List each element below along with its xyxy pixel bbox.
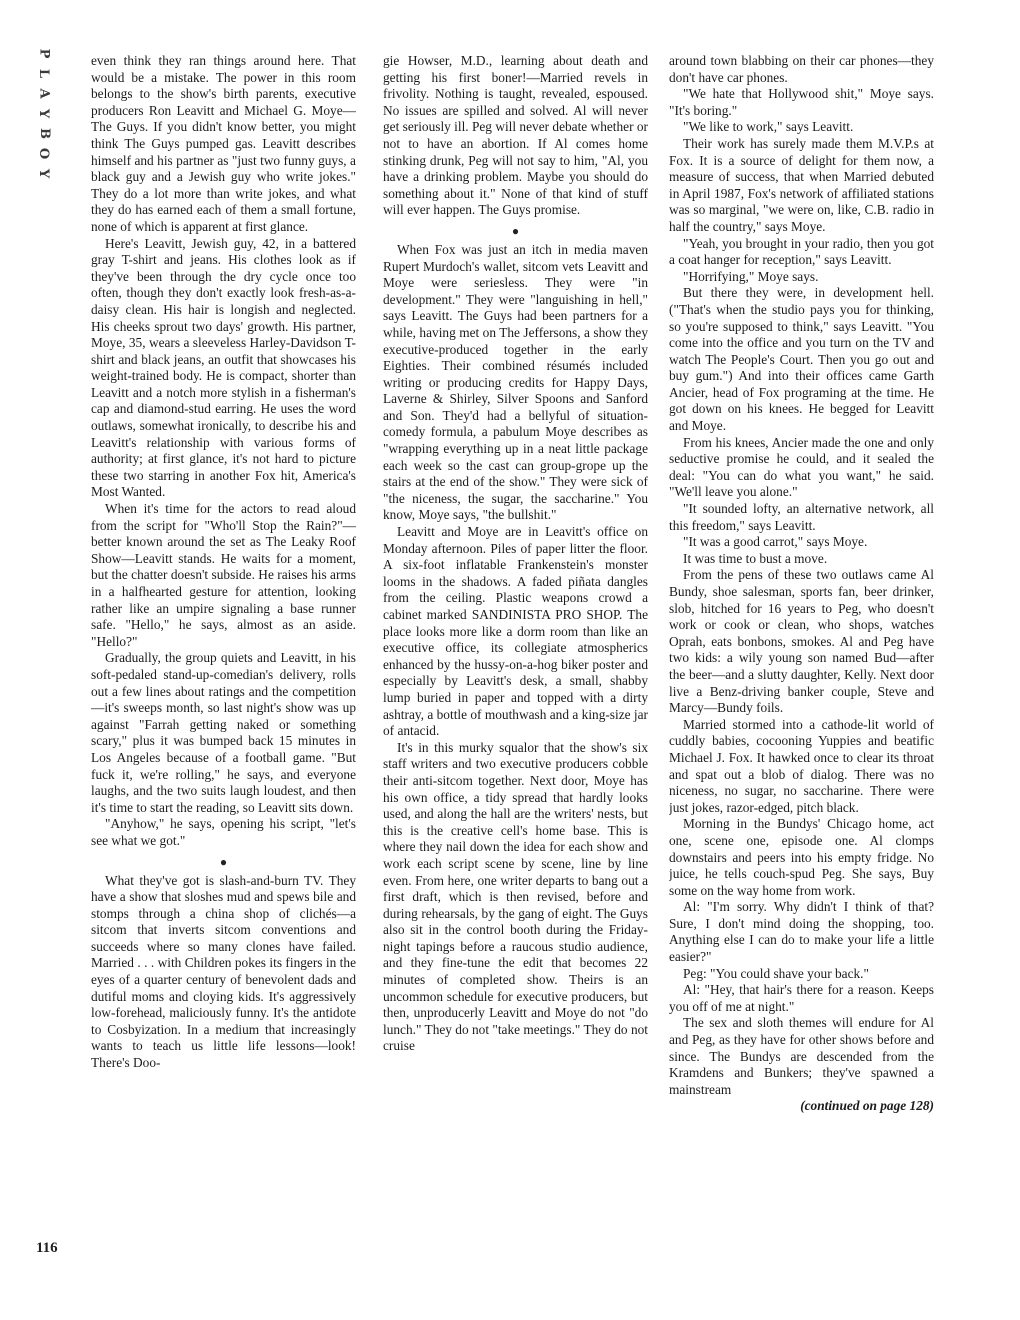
paragraph: But there they were, in development hell. ("That's when the studio pays you for thinking, so you're supposed to think," says Leavitt. "You come into the office and you turn on the TV and watch The People's Court. Then you go out and buy gum.") And into their offices came Garth Ancier, head of Fox programing at the time. He got down on his knees. He begged for Leavitt and Moye. xyxy=(669,285,934,434)
paragraph: When it's time for the actors to read aloud from the script for "Who'll Stop the Rain?"—better known around the set as The Leaky Roof Show—Leavitt stands. He waits for a moment, but the chatter doesn't subside. He raises his arms in a halfhearted gesture for attention, looking rather like an umpire signaling a base runner safe. "Hello," he says, almost as an aside. "Hello?" xyxy=(91,501,356,649)
article-column-2 xyxy=(383,53,648,1268)
masthead-letter: A xyxy=(36,88,52,99)
masthead-letter: L xyxy=(36,68,52,79)
page-number: 116 xyxy=(36,1240,58,1256)
paragraph: What they've got is slash-and-burn TV. They have a show that sloshes mud and spews bile and stomps through a china shop of clichés—a sitcom that inverts sitcom conventions and succeeds where so many clones have failed. Married . . . with Children pokes its fingers in the eyes of a quarter century of benevolent dads and dutiful moms and cloying kids. It's aggressively low-forehead, maliciously funny. It's the antidote to Cosbyization. In a medium that increasingly wants to teach us little life lessons—look! There's Doo- xyxy=(91,872,356,1071)
paragraph: Married stormed into a cathode-lit world of cuddly babies, cocooning Yuppies and beatific Michael J. Fox. It hawked once to clear its throat and spat out a blob of dialog. There was no niceness, no sugar, no saccharine. There were just jokes, razor-edged, pitch black. xyxy=(669,716,934,815)
paragraph: "Anyhow," he says, opening his script, "let's see what we got." xyxy=(91,816,356,848)
paragraph: "We hate that Hollywood shit," Moye says. "It's boring." xyxy=(669,86,934,118)
article-column-1 xyxy=(91,53,356,1268)
masthead-letter: P xyxy=(36,48,52,59)
paragraph: Morning in the Bundys' Chicago home, act one, scene one, episode one. Al clomps downstairs and peers into his empty fridge. No juice, he tells couch-spud Peg. She says, Buy some on the way home from work. xyxy=(669,816,934,898)
paragraph: Here's Leavitt, Jewish guy, 42, in a battered gray T-shirt and jeans. His clothes look as if they've been through the dry cycle once too often, though they don't exactly look fresh-as-a-daisy clean. His hair is longish and neglected. His cheeks sprout two days' growth. His partner, Moye, 35, wears a sleeveless Harley-Davidson T-shirt and black jeans, an outfit that showcases his weight-trained body. He is compact, shorter than Leavitt and a notch more stylish in a fisherman's cap and diamond-stud earring. He uses the word outlaws, somewhat ironically, to describe his and Leavitt's relationship with various forms of authority; at first glance, it's not hard to picture these two starring in another Fox hit, America's Most Wanted. xyxy=(91,235,356,500)
section-break-bullet: ● xyxy=(219,854,228,869)
masthead-letter: Y xyxy=(36,168,52,179)
paragraph: even think they ran things around here. That would be a mistake. The power in this room belongs to the show's birth parents, executive producers Ron Leavitt and Michael G. Moye—The Guys. If you didn't know better, you might think The Guys pumped gas. Leavitt describes himself and his partner as "just two funny guys, a black guy and a Jewish guy who write jokes." They do a lot more than write jokes, and what they do has earned each of them a small fortune, none of which is apparent at first glance. xyxy=(91,53,356,234)
paragraph: "Horrifying," Moye says. xyxy=(683,268,819,284)
masthead-letter: B xyxy=(36,128,52,139)
playboy-masthead xyxy=(37,46,51,181)
paragraph: "It was a good carrot," says Moye. xyxy=(683,534,868,550)
paragraph: Gradually, the group quiets and Leavitt, in his soft-pedaled stand-up-comedian's delivery, rolls out a few lines about ratings and the competition—it's sweeps month, so last night's show was up against "Farrah getting naked or something scary," plus it was bumped back 15 minutes in Los Angeles because of a football game. "But fuck it, we're rolling," he says, and everyone laughs, and the two suits laugh loudest, and then it's time to start the reading, so Leavitt sits down. xyxy=(91,650,356,815)
section-break-bullet: ● xyxy=(511,223,520,238)
paragraph: "Yeah, you brought in your radio, then you got a coat hanger for reception," says Leavitt. xyxy=(669,235,934,268)
paragraph: It's in this murky squalor that the show's six staff writers and two executive producers cobble their anti-sitcom together. Next door, Moye has his own office, a tidy spread that hardly looks used, and along the hall are the writers' nests, but this is the creative cell's home base. This is where they nail down the idea for each show and work each script scene by scene, line by line even. From here, one writer departs to bang out a first draft, which is then revised, before and during rehearsals, by the gang of eight. The Guys also sit in the control booth during the Friday-night tapings before a raucous studio audience, and they fine-tune the edit that becomes 22 minutes of completed show. Theirs is an uncommon schedule for executive producers, but then, unproducerly Leavitt and Moye do not "do lunch." They do not "take meetings." They do not cruise xyxy=(383,739,648,1054)
paragraph: It was time to bust a move. xyxy=(683,550,828,566)
paragraph: Their work has surely made them M.V.P.s at Fox. It is a source of delight for them now, a measure of success, that when Married debuted in April 1987, Fox's network of affiliated stations was so marginal, "we were on, like, C.B. radio in half the country," says Moye. xyxy=(669,135,934,234)
paragraph: gie Howser, M.D., learning about death and getting his first boner!—Married revels in frivolity. Nothing is taught, revealed, espoused. No issues are spilled and solved. Al will never get seriously ill. Peg will never debate whether or not to have an abortion. If Al comes home stinking drunk, Peg will not say to him, "Al, you have a drinking problem. Maybe you should do something about it." None of that kind of stuff will ever happen. The Guys promise. xyxy=(383,53,648,218)
paragraph: Al: "Hey, that hair's there for a reason. Keeps you off of me at night." xyxy=(669,982,934,1014)
paragraph: around town blabbing on their car phones—they don't have car phones. xyxy=(669,53,934,85)
paragraph: When Fox was just an itch in media maven Rupert Murdoch's wallet, sitcom vets Leavitt and Moye were seriesless. They were "in development." They were "languishing in hell," says Leavitt. The Guys had been partners for a while, having met on The Jeffersons, a show they executive-produced together in the early Eighties. Their combined résumés included writing or producing credits for Happy Days, Laverne & Shirley, Silver Spoons and Sanford and Son. They'd had a bellyful of situation-comedy formula, a pabulum Moye describes as "wrapping everything up in a neat little package each week so the cast can group-grope up the stairs at the end of the show." They were sick of "the niceness, the sugar, the saccharine." You know, Moye says, "the bullshit." xyxy=(383,241,648,523)
paragraph: Al: "I'm sorry. Why didn't I think of that? Sure, I don't mind doing the shopping, too. Anything else I can do to make your life a little easier?" xyxy=(669,899,934,965)
paragraph: Peg: "You could shave your back." xyxy=(683,965,869,981)
paragraph: "It sounded lofty, an alternative network, all this freedom," says Leavitt. xyxy=(669,501,934,533)
masthead-letter: Y xyxy=(36,108,52,119)
paragraph: From his knees, Ancier made the one and only seductive promise he could, and it sealed the deal: "You can do what you want," he said. "We'll leave you alone." xyxy=(669,434,934,500)
paragraph: From the pens of these two outlaws came Al Bundy, shoe salesman, sports fan, beer drinker, slob, hitched for 16 years to Peg, who doesn't work or cook or clean, who shops, watches Oprah, eats bonbons, smokes. Al and Peg have two kids: a wily young son named Bud—after the beer—and a slutty daughter, Kelly. Next door live a Benz-driving banker couple, Steve and Marcy—Bundy foils. xyxy=(669,567,934,716)
masthead-letter: O xyxy=(36,147,52,160)
article-column-3 xyxy=(669,53,934,1268)
paragraph: "We like to work," says Leavitt. xyxy=(683,119,854,135)
paragraph: The sex and sloth themes will endure for Al and Peg, as they have for other shows before and since. The Bundys are descended from the Kramdens and Bunkers; they've spawned a mainstream xyxy=(669,1015,934,1097)
paragraph: Leavitt and Moye are in Leavitt's office on Monday afternoon. Piles of paper litter the floor. A six-foot inflatable Frankenstein's monster looms in the shadows. A faded piñata dangles from the ceiling. Plastic weapons crowd a cabinet marked SANDINISTA PRO SHOP. The place looks more like a dorm room than like an executive office, its collegiate atmospherics enhanced by the hussy-on-a-hog biker poster and especially by Leavitt's desk, a small, shabby lump buried in paper and topped with a dirty ashtray, a bottle of mouthwash and a king-size jar of antacid. xyxy=(383,524,648,739)
continued-note: (continued on page 128) xyxy=(800,1098,934,1114)
